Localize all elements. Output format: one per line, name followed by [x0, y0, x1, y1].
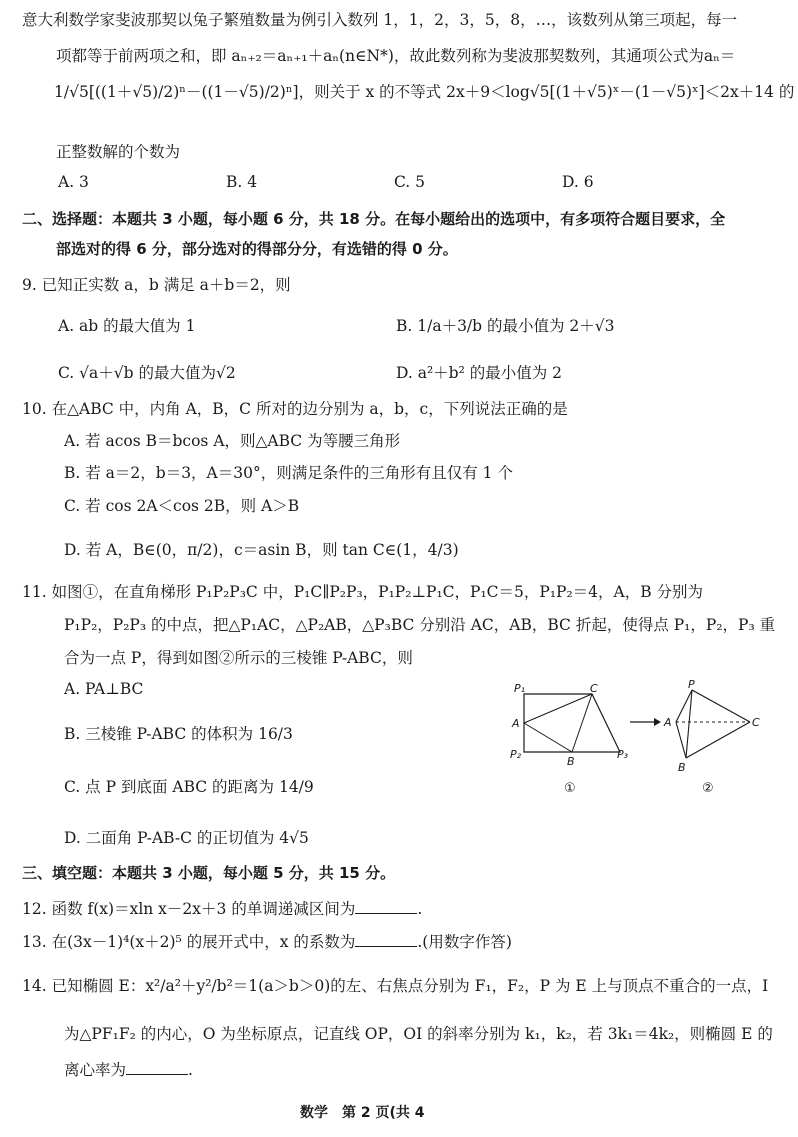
figure-2-caption: ②	[702, 781, 714, 796]
label-p: P	[688, 680, 695, 691]
edge-bc	[686, 722, 750, 758]
label-p2: P₂	[510, 748, 522, 761]
q8-line2: 项都等于前两项之和，即 aₙ₊₂＝aₙ₊₁＋aₙ(n∈N*)，故此数列称为斐波那契数列，其通项公式为aₙ＝	[56, 47, 736, 65]
q13-line	[22, 930, 512, 952]
q13-answer-blank[interactable]	[355, 934, 417, 947]
q14-answer-blank[interactable]	[126, 1062, 188, 1075]
edge-ab	[676, 722, 686, 758]
label-a: A	[512, 717, 520, 730]
q11-line3: 合为一点 P，得到如图②所示的三棱锥 P-ABC，则	[64, 649, 413, 667]
label-a2: A	[664, 716, 672, 729]
q11-figure-1	[502, 682, 652, 802]
section2-heading-line1: 二、选择题：本题共 3 小题，每小题 6 分，共 18 分。在每小题给出的选项中，有多项符合题目要求，全	[22, 210, 726, 228]
q14-end: .	[188, 1061, 193, 1079]
q9-option-a: A. ab 的最大值为 1	[58, 317, 196, 335]
q11-option-d: D. 二面角 P-AB-C 的正切值为 4√5	[64, 829, 309, 847]
q12-line	[22, 897, 422, 919]
q14-line1: 14. 已知椭圆 E：x²/a²＋y²/b²＝1(a＞b＞0)的左、右焦点分别为 F₁，F₂，P 为 E 上与顶点不重合的一点，I	[22, 977, 769, 995]
q10-option-c: C. 若 cos 2A＜cos 2B，则 A＞B	[64, 497, 300, 515]
q8-inequality-text: ，则关于 x 的不等式 2x＋9＜log√5[(1＋√5)ˣ－(1－√5)ˣ]＜2x＋14 的	[298, 83, 795, 101]
q14-line3	[64, 1058, 193, 1080]
segment-bc	[572, 694, 592, 752]
q9-option-b: B. 1/a＋3/b 的最小值为 2＋√3	[396, 317, 615, 335]
section3-heading: 三、填空题：本题共 3 小题，每小题 5 分，共 15 分。	[22, 864, 396, 882]
label-c: C	[590, 682, 598, 695]
q11-line2: P₁P₂，P₂P₃ 的中点，把△P₁AC，△P₂AB，△P₃BC 分别沿 AC，AB，BC 折起，使得点 P₁，P₂，P₃ 重	[64, 616, 776, 634]
q12-text: 12. 函数 f(x)＝xln x－2x＋3 的单调递减区间为	[22, 900, 356, 918]
q11-line1: 11. 如图①，在直角梯形 P₁P₂P₃C 中，P₁C∥P₂P₃，P₁P₂⊥P₁C，P₁C＝5，P₁P₂＝4，A，B 分别为	[22, 583, 704, 601]
label-b2: B	[678, 761, 686, 774]
q12-end: .	[417, 900, 423, 918]
q12-answer-blank[interactable]	[355, 901, 417, 914]
q10-stem: 10. 在△ABC 中，内角 A，B，C 所对的边分别为 a，b，c，下列说法正确的是	[22, 400, 568, 418]
q11-option-a: A. PA⊥BC	[64, 680, 144, 698]
q11-option-b: B. 三棱锥 P-ABC 的体积为 16/3	[64, 725, 293, 743]
q10-option-a: A. 若 acos B＝bcos A，则△ABC 为等腰三角形	[64, 432, 401, 450]
q13-text: 13. 在(3x－1)⁴(x＋2)⁵ 的展开式中，x 的系数为	[22, 933, 356, 951]
q11-figure-2	[662, 680, 772, 802]
segment-ac	[524, 694, 592, 723]
q9-option-d: D. a²＋b² 的最小值为 2	[396, 364, 563, 382]
edge-pc	[692, 690, 750, 722]
q10-option-b: B. 若 a＝2，b＝3，A＝30°，则满足条件的三角形有且仅有 1 个	[64, 464, 513, 482]
q8-line4: 正整数解的个数为	[56, 143, 181, 161]
segment-ab	[524, 723, 572, 752]
arrow-icon	[628, 714, 662, 730]
q9-option-c: C. √a＋√b 的最大值为√2	[58, 364, 236, 382]
q14-line2: 为△PF₁F₂ 的内心，O 为坐标原点，记直线 OP，OI 的斜率分别为 k₁，k₂，若 3k₁＝4k₂，则椭圆 E 的	[64, 1025, 773, 1043]
q8-option-b: B. 4	[226, 173, 258, 191]
label-b: B	[567, 755, 575, 768]
section2-heading-line2: 部选对的得 6 分，部分选对的得部分分，有选错的得 0 分。	[56, 240, 458, 258]
label-p1: P₁	[514, 682, 526, 695]
q8-option-a: A. 3	[58, 173, 89, 191]
q13-end: .(用数字作答)	[417, 933, 512, 951]
q8-line1: 意大利数学家斐波那契以兔子繁殖数量为例引入数列 1，1，2，3，5，8，…，该数列从第三项起，每一	[22, 11, 738, 29]
q14-text: 离心率为	[64, 1061, 127, 1079]
q9-stem: 9. 已知正实数 a，b 满足 a＋b＝2，则	[22, 276, 291, 294]
q10-option-d: D. 若 A，B∈(0，π/2)，c＝asin B，则 tan C∈(1，4/3)	[64, 541, 459, 559]
figure-1-caption: ①	[564, 781, 576, 796]
q8-line3	[54, 80, 794, 102]
q11-option-c: C. 点 P 到底面 ABC 的距离为 14/9	[64, 778, 314, 796]
q8-option-d: D. 6	[562, 173, 594, 191]
label-c2: C	[752, 716, 760, 729]
page-footer: 数学 第 2 页(共 4	[300, 1105, 425, 1121]
q8-fibonacci-formula: 1/√5[((1＋√5)/2)ⁿ－((1－√5)/2)ⁿ]	[54, 83, 299, 101]
q8-option-c: C. 5	[394, 173, 426, 191]
label-p3: P₃	[617, 748, 629, 761]
